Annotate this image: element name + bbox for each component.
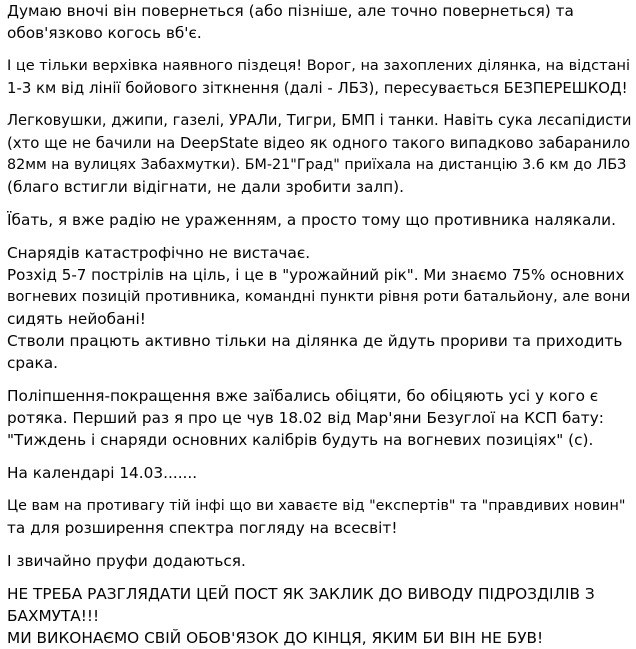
post-paragraph-4 [7,209,632,231]
post-paragraph-10 [7,583,632,649]
text-line: вогневих позицій противника, командні пункти рівня роти батальйону, але вони [7,289,631,305]
post-paragraph-5 [7,242,632,374]
post-text [7,0,632,649]
text-line: Їбать, я вже радію не ураженням, а просто тому що противника налякали. [7,211,616,229]
text-line: обов'язково когось вб'є. [7,24,202,42]
text-line: сидять нейобані! [7,310,146,328]
text-line: Снарядів катастрофічно не вистачає. [7,244,311,262]
text-line: та для розширення спектра погляду на всесвіт! [7,519,398,537]
post-paragraph-9 [7,550,632,572]
post-paragraph-8 [7,495,632,539]
text-line: срака. [7,354,58,372]
text-line: Поліпшення-покращення вже заїбались обіцяти, бо обіцяють усі у кого є [7,387,599,405]
post-paragraph-7 [7,462,632,484]
text-line: Стволи працють активно тільки на ділянка де йдуть прориви та приходить [7,332,623,350]
text-line: І це тільки верхівка наявного піздеця! Ворог, на захоплених ділянка, на відстані [7,58,630,74]
text-line: 82мм на вулицях Забахмутки). БМ-21"Град" приїхала на дистанцію 3.6 км до ЛБЗ [7,157,627,173]
text-line: І звичайно пруфи додаються. [7,552,246,570]
text-line: БАХМУТА!!! [7,607,100,625]
text-line: МИ ВИКОНАЄМО СВІЙ ОБОВ'ЯЗОК ДО КІНЦЯ, ЯКИМ БИ ВІН НЕ БУВ! [7,629,544,647]
text-line: На календарі 14.03....... [7,464,198,482]
text-line: Це вам на противагу тій інфі що ви хаваєте від "експертів" та "правдивих новин" [7,498,626,514]
text-line: "Тиждень і снаряди основних калібрів будуть на вогневих позиціях" (с). [7,431,594,449]
post-paragraph-6 [7,385,632,451]
text-line: Думаю вночі він повернеться (або пізніше, але точно повернеться) та [7,2,574,20]
text-line: (благо встигли відігнати, не дали зробити залп). [7,178,405,196]
text-line: (хто ще не бачили на DeepState відео як одного такого випадково забаранило [7,134,631,152]
text-line: Легковушки, джипи, газелі, УРАЛи, Тигри, БМП і танки. Навіть сука лєсапідисти [7,112,632,129]
text-line: Розхід 5-7 пострілів на ціль, і це в "урожайний рік". Ми знаємо 75% основних [7,266,625,284]
text-line: ротяка. Перший раз я про це чув 18.02 від Мар'яни Безуглої на КСП бату: [7,409,604,427]
post-paragraph-3 [7,110,632,198]
post-paragraph-1 [7,0,632,44]
text-line: НЕ ТРЕБА РАЗГЛЯДАТИ ЦЕЙ ПОСТ ЯК ЗАКЛИК ДО ВИВОДУ ПІДРОЗДІЛІВ З [7,585,595,603]
post-paragraph-2 [7,55,632,99]
text-line: 1-3 км від лінії бойового зіткнення (далі - ЛБЗ), пересувається БЕЗПЕРЕШКОД! [7,79,628,97]
